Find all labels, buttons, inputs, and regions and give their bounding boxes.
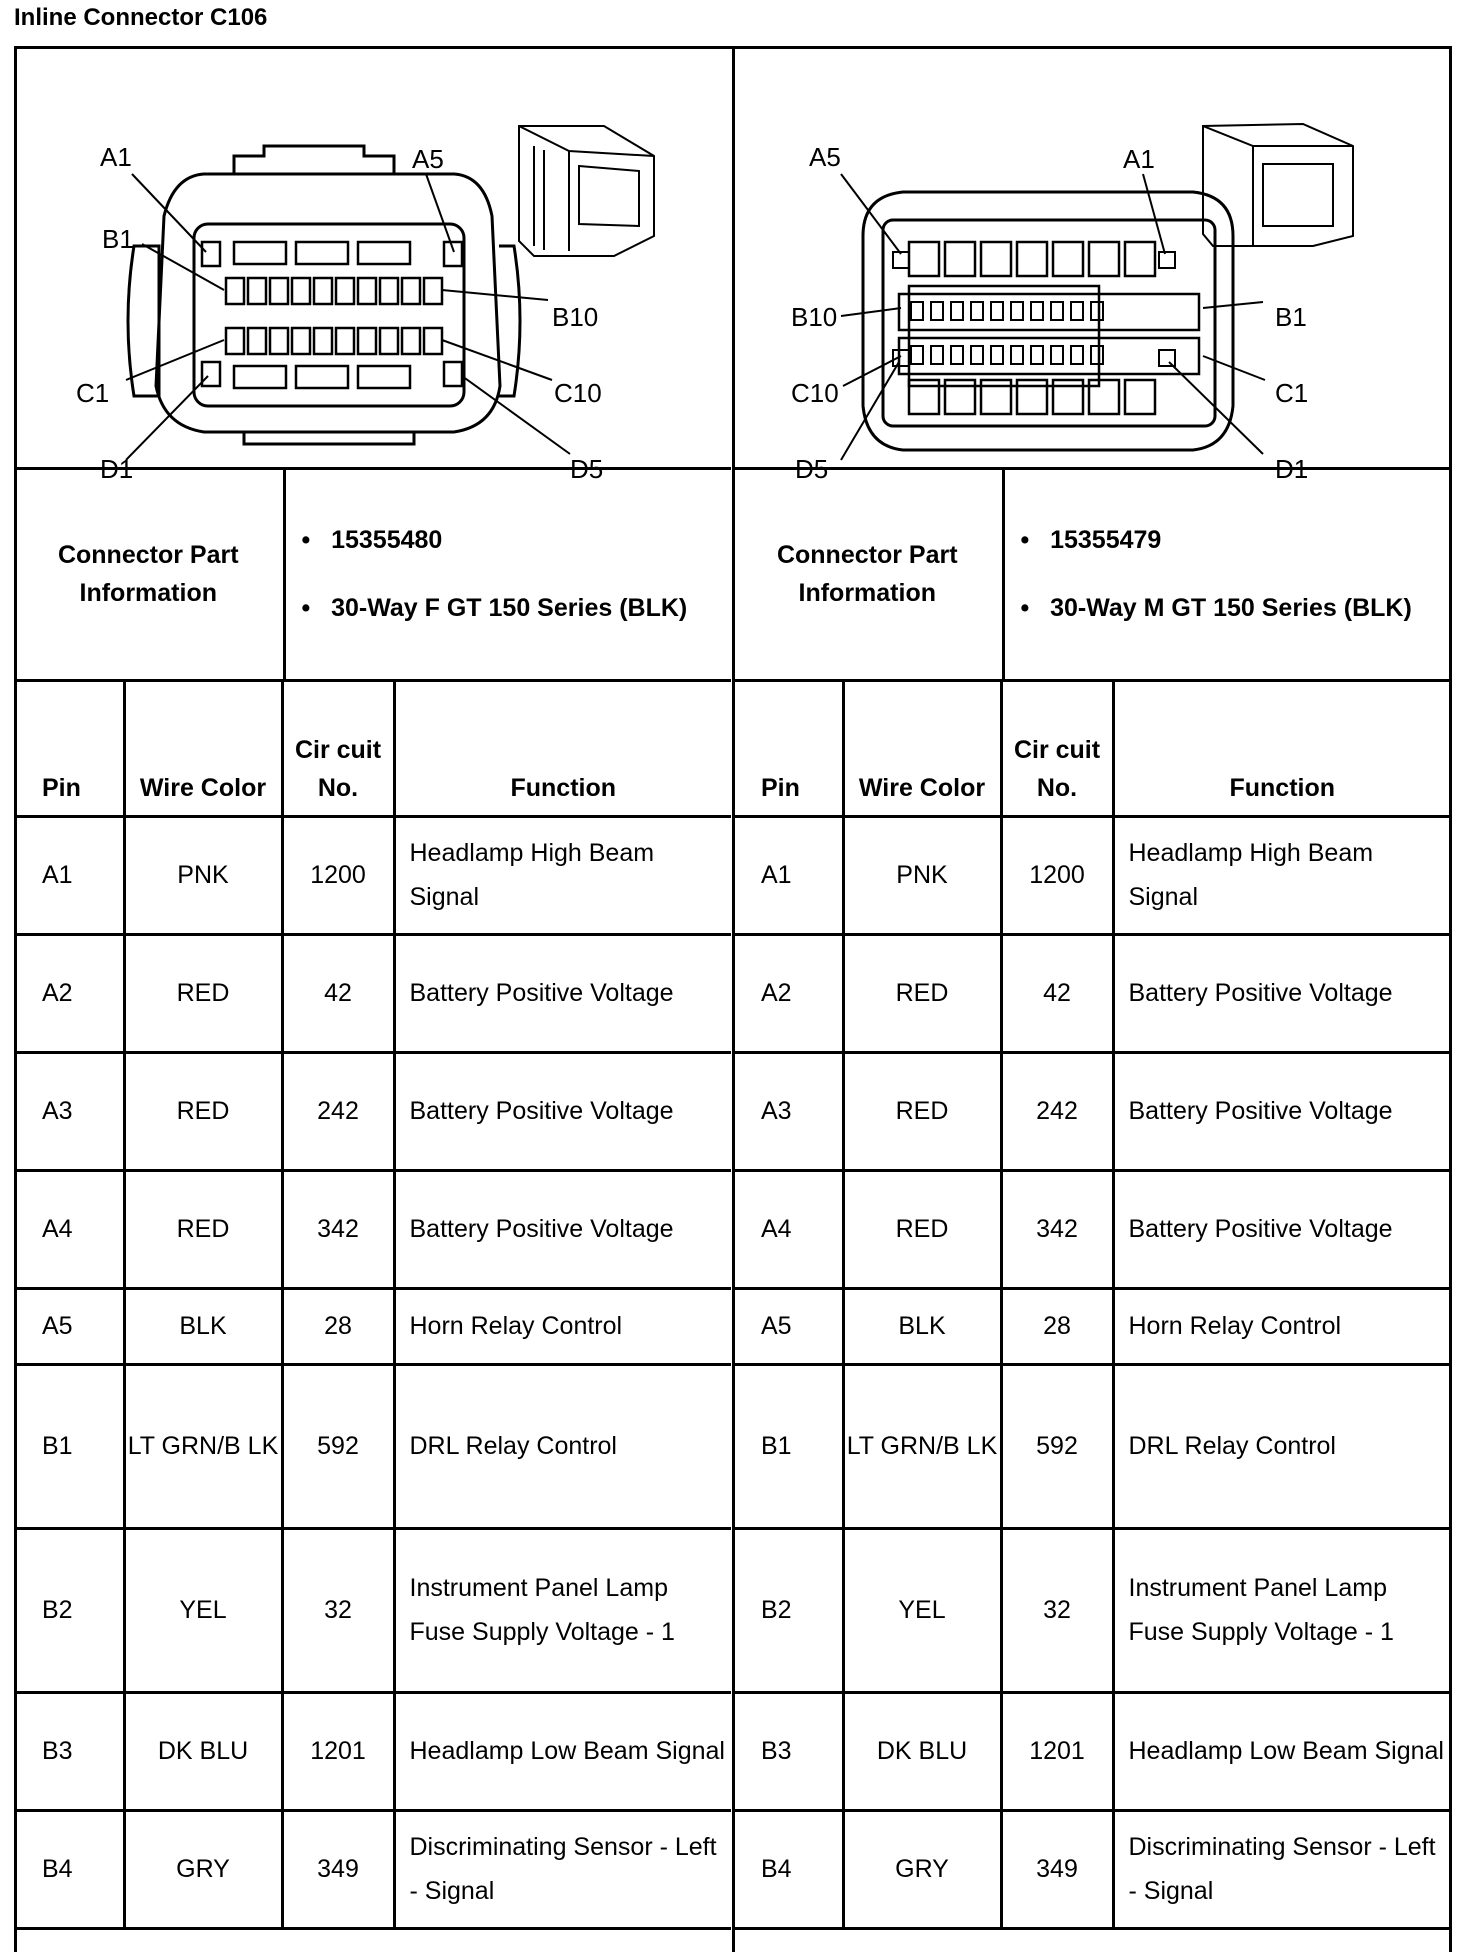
label-c1: C1 [76, 378, 110, 408]
table-row [14, 934, 731, 1052]
left-part-info [14, 470, 731, 682]
circuit-cell: 32 [282, 1528, 394, 1692]
pin-cell: A5 [733, 1288, 843, 1364]
table-row [14, 1170, 731, 1288]
label-d5: D5 [795, 454, 829, 484]
header-function: Function [1113, 680, 1450, 816]
function-cell: DRL Relay Control [394, 1364, 731, 1528]
pin-cell: A4 [733, 1170, 843, 1288]
circuit-cell: 592 [1001, 1364, 1113, 1528]
function-cell: Battery Positive Voltage [1113, 1052, 1450, 1170]
label-b1: B1 [102, 224, 134, 254]
pin-cell: A3 [733, 1052, 843, 1170]
wire-color-cell: RED [124, 1170, 282, 1288]
label-b10: B10 [791, 302, 838, 332]
label-d1: D1 [100, 454, 134, 484]
pin-cell: A2 [733, 934, 843, 1052]
function-cell: Discriminating Sensor - Left - Signal [394, 1810, 731, 1928]
label-c1: C1 [1275, 378, 1309, 408]
circuit-cell: 1200 [1001, 816, 1113, 934]
function-cell: Battery Positive Voltage [1113, 934, 1450, 1052]
header-function: Function [394, 680, 731, 816]
wire-color-cell: RED [843, 1170, 1001, 1288]
right-connector-diagram [733, 46, 1450, 484]
right-part-info [733, 470, 1450, 682]
circuit-cell: 1200 [282, 816, 394, 934]
function-cell: DRL Relay Control [1113, 1364, 1450, 1528]
pin-cell: B3 [14, 1692, 124, 1810]
function-cell: Headlamp Low Beam Signal [1113, 1692, 1450, 1810]
circuit-cell: 1201 [1001, 1692, 1113, 1810]
label-c10: C10 [554, 378, 602, 408]
table-row [14, 1364, 731, 1528]
table-row [733, 1692, 1450, 1810]
wire-color-cell: PNK [124, 816, 282, 934]
circuit-cell: 592 [282, 1364, 394, 1528]
table-row [14, 816, 731, 934]
part-number: 15355479 [1050, 526, 1162, 555]
wire-color-cell: RED [843, 934, 1001, 1052]
header-circuit-no: Cir cuit No. [282, 680, 394, 816]
pin-cell: B4 [14, 1810, 124, 1928]
wire-color-cell: GRY [843, 1810, 1001, 1928]
header-pin: Pin [14, 680, 124, 816]
pin-cell: A2 [14, 934, 124, 1052]
function-cell: Battery Positive Voltage [394, 934, 731, 1052]
table-row [733, 1810, 1450, 1928]
pin-cell: B3 [733, 1692, 843, 1810]
wire-color-cell: LT GRN/B LK [124, 1364, 282, 1528]
label-d5: D5 [570, 454, 604, 484]
table-row [14, 1810, 731, 1928]
part-number: 15355480 [331, 526, 443, 555]
table-row [14, 1288, 731, 1364]
female-connector-drawing [14, 46, 731, 470]
table-row [14, 1052, 731, 1170]
wire-color-cell: GRY [124, 1810, 282, 1928]
pin-cell: B2 [14, 1528, 124, 1692]
header-wire-color: Wire Color [843, 680, 1001, 816]
label-a5: A5 [412, 144, 444, 174]
left-pin-table [14, 680, 731, 1930]
label-d1: D1 [1275, 454, 1309, 484]
table-row [733, 1052, 1450, 1170]
circuit-cell: 342 [1001, 1170, 1113, 1288]
wire-color-cell: RED [124, 1052, 282, 1170]
header-wire-color: Wire Color [124, 680, 282, 816]
function-cell: Headlamp High Beam Signal [394, 816, 731, 934]
male-connector-drawing [733, 46, 1450, 470]
label-a1: A1 [1123, 144, 1155, 174]
pin-cell: B1 [733, 1364, 843, 1528]
wire-color-cell: RED [843, 1052, 1001, 1170]
label-b1: B1 [1275, 302, 1307, 332]
pin-cell: B1 [14, 1364, 124, 1528]
function-cell: Discriminating Sensor - Left - Signal [1113, 1810, 1450, 1928]
wire-color-cell: PNK [843, 816, 1001, 934]
table-row [733, 1170, 1450, 1288]
part-info-values: • 15355480 • 30-Way F GT 150 Series (BLK) [284, 470, 731, 680]
circuit-cell: 349 [282, 1810, 394, 1928]
right-pin-table [733, 680, 1450, 1930]
pin-cell: A1 [733, 816, 843, 934]
circuit-cell: 342 [282, 1170, 394, 1288]
function-cell: Horn Relay Control [1113, 1288, 1450, 1364]
function-cell: Headlamp High Beam Signal [1113, 816, 1450, 934]
circuit-cell: 349 [1001, 1810, 1113, 1928]
function-cell: Instrument Panel Lamp Fuse Supply Voltage - 1 [394, 1528, 731, 1692]
table-row [733, 816, 1450, 934]
wire-color-cell: RED [124, 934, 282, 1052]
pin-cell: B2 [733, 1528, 843, 1692]
circuit-cell: 28 [282, 1288, 394, 1364]
function-cell: Instrument Panel Lamp Fuse Supply Voltage - 1 [1113, 1528, 1450, 1692]
function-cell: Horn Relay Control [394, 1288, 731, 1364]
part-description: 30-Way F GT 150 Series (BLK) [331, 594, 688, 623]
part-info-label: Connector Part Information [733, 470, 1003, 680]
table-row [733, 934, 1450, 1052]
function-cell: Headlamp Low Beam Signal [394, 1692, 731, 1810]
label-c10: C10 [791, 378, 839, 408]
pin-cell: B4 [733, 1810, 843, 1928]
pin-cell: A5 [14, 1288, 124, 1364]
label-a5: A5 [809, 142, 841, 172]
circuit-cell: 32 [1001, 1528, 1113, 1692]
wire-color-cell: YEL [843, 1528, 1001, 1692]
pin-cell: A3 [14, 1052, 124, 1170]
function-cell: Battery Positive Voltage [1113, 1170, 1450, 1288]
circuit-cell: 42 [1001, 934, 1113, 1052]
wire-color-cell: YEL [124, 1528, 282, 1692]
circuit-cell: 1201 [282, 1692, 394, 1810]
table-row [733, 1364, 1450, 1528]
wire-color-cell: DK BLU [124, 1692, 282, 1810]
table-row [733, 1528, 1450, 1692]
header-circuit-no: Cir cuit No. [1001, 680, 1113, 816]
pin-cell: A4 [14, 1170, 124, 1288]
table-row [14, 1692, 731, 1810]
wire-color-cell: DK BLU [843, 1692, 1001, 1810]
circuit-cell: 242 [282, 1052, 394, 1170]
label-a1: A1 [100, 142, 132, 172]
table-row [733, 1288, 1450, 1364]
function-cell: Battery Positive Voltage [394, 1170, 731, 1288]
circuit-cell: 42 [282, 934, 394, 1052]
wire-color-cell: LT GRN/B LK [843, 1364, 1001, 1528]
part-info-label: Connector Part Information [14, 470, 284, 680]
pin-cell: A1 [14, 816, 124, 934]
function-cell: Battery Positive Voltage [394, 1052, 731, 1170]
part-info-values: • 15355479 • 30-Way M GT 150 Series (BLK) [1003, 470, 1450, 680]
label-b10: B10 [552, 302, 599, 332]
wire-color-cell: BLK [124, 1288, 282, 1364]
header-pin: Pin [733, 680, 843, 816]
part-description: 30-Way M GT 150 Series (BLK) [1050, 594, 1412, 623]
circuit-cell: 242 [1001, 1052, 1113, 1170]
table-row [14, 1528, 731, 1692]
left-connector-diagram [14, 46, 731, 484]
circuit-cell: 28 [1001, 1288, 1113, 1364]
wire-color-cell: BLK [843, 1288, 1001, 1364]
page-title: Inline Connector C106 [14, 4, 268, 31]
